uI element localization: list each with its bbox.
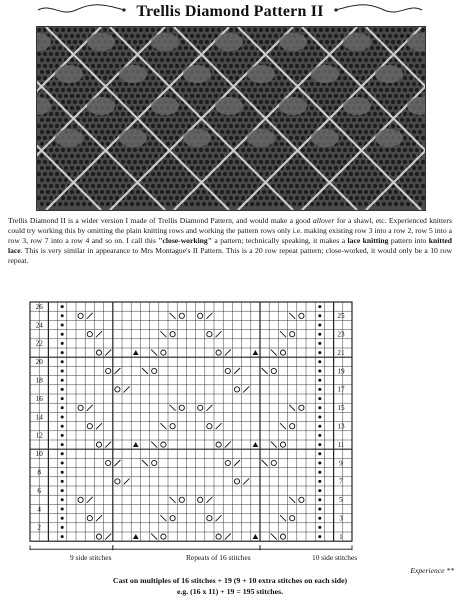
purl-symbol <box>61 471 64 474</box>
purl-symbol <box>61 498 64 501</box>
purl-symbol <box>318 452 321 455</box>
row-label-right: 13 <box>337 422 345 431</box>
purl-symbol <box>318 397 321 400</box>
row-label-left: 10 <box>35 450 43 459</box>
purl-symbol <box>318 517 321 520</box>
purl-symbol <box>61 379 64 382</box>
purl-symbol <box>318 360 321 363</box>
row-label-right: 19 <box>337 367 345 376</box>
row-label-right: 7 <box>339 477 343 486</box>
purl-symbol <box>318 535 321 538</box>
row-label-left: 18 <box>35 376 43 385</box>
desc-text-1: Trellis Diamond II is a wider version I made of Trellis Diamond Pattern, and would make a good <box>8 216 313 225</box>
row-label-right: 23 <box>337 330 345 339</box>
purl-symbol <box>61 535 64 538</box>
row-label-left: 6 <box>37 486 41 495</box>
purl-symbol <box>318 425 321 428</box>
row-label-right: 15 <box>337 404 345 413</box>
row-label-left: 16 <box>35 394 43 403</box>
purl-symbol <box>61 314 64 317</box>
desc-text-5: . This is very similar in appearance to Mrs Montague's II Pattern. This is a 20 row repeat pattern; close-worked, it would only be a 10 row repeat. <box>8 245 452 265</box>
purl-symbol <box>61 370 64 373</box>
cast-on-line-2: e.g. (16 x 11) + 19 = 195 stitches. <box>176 587 284 596</box>
purl-symbol <box>61 526 64 529</box>
page-title: Trellis Diamond Pattern II <box>136 3 324 20</box>
purl-symbol <box>61 508 64 511</box>
purl-symbol <box>61 406 64 409</box>
row-label-left: 22 <box>35 339 43 348</box>
purl-symbol <box>61 351 64 354</box>
knitting-chart <box>10 300 450 557</box>
purl-symbol <box>318 416 321 419</box>
row-label-left: 20 <box>35 358 43 367</box>
purl-symbol <box>61 416 64 419</box>
purl-symbol <box>318 324 321 327</box>
row-label-right: 5 <box>339 496 343 505</box>
purl-symbol <box>318 471 321 474</box>
purl-symbol <box>61 425 64 428</box>
desc-bold-close-working: "close-working" <box>158 235 212 245</box>
purl-symbol <box>61 489 64 492</box>
purl-symbol <box>61 360 64 363</box>
row-label-left: 14 <box>35 413 43 422</box>
row-label-left: 26 <box>35 302 43 311</box>
purl-symbol <box>318 388 321 391</box>
purl-symbol <box>318 508 321 511</box>
row-label-left: 12 <box>35 431 43 440</box>
row-label-right: 21 <box>337 348 345 357</box>
lace-sample-photo <box>36 26 426 211</box>
purl-symbol <box>318 351 321 354</box>
pattern-description <box>8 216 452 266</box>
purl-symbol <box>318 462 321 465</box>
purl-symbol <box>61 342 64 345</box>
purl-symbol <box>61 452 64 455</box>
right-ornament <box>334 3 424 17</box>
purl-symbol <box>318 443 321 446</box>
purl-symbol <box>61 388 64 391</box>
desc-bold-knitted-lace: knitted lace <box>8 235 452 255</box>
side-stitches-right-label: 10 side stitches <box>312 553 358 562</box>
row-label-left: 4 <box>37 505 41 514</box>
chart-cells <box>30 302 352 541</box>
row-label-right: 1 <box>339 532 343 541</box>
repeat-label: Repeats of 16 stitches <box>186 553 251 562</box>
row-label-left: 8 <box>37 468 41 477</box>
row-label-right: 17 <box>337 385 345 394</box>
purl-symbol <box>318 498 321 501</box>
desc-bold-lace-knitting: lace knitting <box>347 235 389 245</box>
purl-symbol <box>318 314 321 317</box>
desc-text-2: for a shawl, etc. Experienced knitters could try working this by omitting the plain knitting rows and working the pattern rows only i.e. making existing row 3 into a row 2, row 5 into a row 3, row 7 into a row 4 and so on. I call this <box>8 216 452 245</box>
purl-symbol <box>61 443 64 446</box>
cast-on-line-1: Cast on multiples of 16 stitches + 19 (9 + 10 extra stitches on each side) <box>112 576 348 585</box>
purl-symbol <box>61 434 64 437</box>
purl-symbol <box>318 434 321 437</box>
purl-symbol <box>318 526 321 529</box>
purl-symbol <box>61 305 64 308</box>
row-label-right: 3 <box>339 514 343 523</box>
purl-symbol <box>61 480 64 483</box>
row-label-right: 9 <box>339 459 343 468</box>
side-stitches-left-label: 9 side stitches <box>70 553 112 562</box>
purl-symbol <box>318 370 321 373</box>
purl-symbol <box>61 397 64 400</box>
row-label-left: 24 <box>35 321 43 330</box>
purl-symbol <box>318 305 321 308</box>
purl-symbol <box>61 462 64 465</box>
purl-symbol <box>61 517 64 520</box>
chart-grid <box>10 300 450 552</box>
row-label-right: 11 <box>337 440 345 449</box>
purl-symbol <box>318 489 321 492</box>
purl-symbol <box>318 379 321 382</box>
desc-italic-allover: allover <box>312 216 335 225</box>
purl-symbol <box>61 324 64 327</box>
row-label-left: 2 <box>37 523 41 532</box>
purl-symbol <box>61 333 64 336</box>
purl-symbol <box>318 480 321 483</box>
row-label-right: 25 <box>337 312 345 321</box>
desc-text-3: a pattern; technically speaking, it makes a <box>211 235 348 245</box>
experience-label: Experience ** <box>410 566 454 575</box>
purl-symbol <box>318 406 321 409</box>
desc-text-4: pattern into <box>388 235 429 245</box>
purl-symbol <box>318 333 321 336</box>
purl-symbol <box>318 342 321 345</box>
